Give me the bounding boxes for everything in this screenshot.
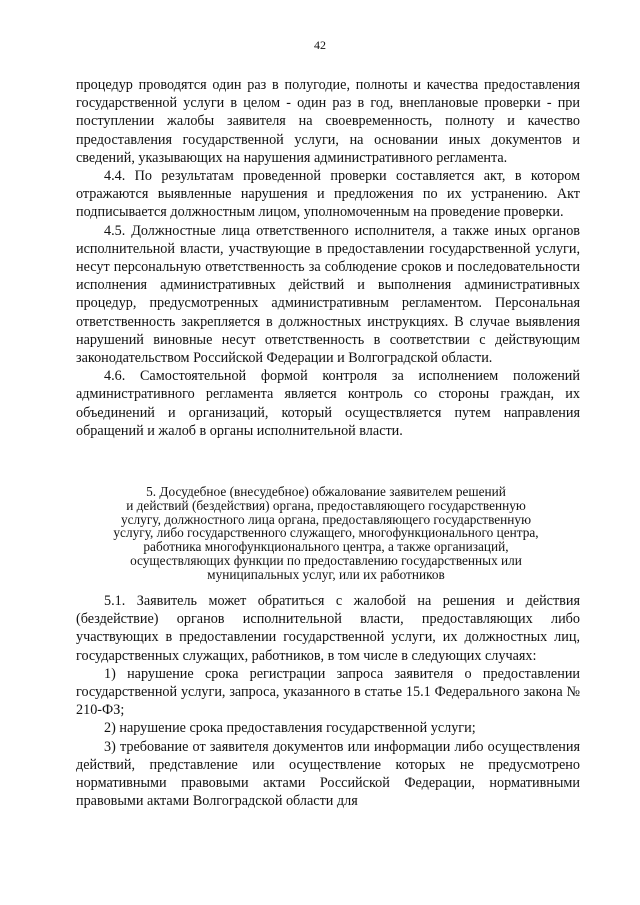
list-item-2: 2) нарушение срока предоставления государственной услуги; (104, 720, 476, 737)
body-text-top (76, 76, 580, 440)
paragraph-4-4: 4.4. По результатам проведенной проверки составляется акт, в котором отражаются выявленные нарушения и предложения по их устранению. Акт подписывается должностным лицом, уполномоченным на проведение проверки. (76, 168, 580, 221)
heading-line: услугу, либо государственного служащего, многофункционального центра, (113, 525, 539, 541)
paragraph-4-6: 4.6. Самостоятельной формой контроля за исполнением положений административного регламента является контроль со стороны граждан, их объединений и организаций, который осуществляется путем направления обращений и жалоб в органы исполнительной власти. (76, 368, 580, 439)
body-text-bottom (76, 592, 580, 810)
heading-line: муниципальных услуг, или их работников (207, 566, 445, 582)
section-5-heading (96, 485, 556, 582)
page-number: 42 (314, 38, 326, 52)
paragraph-5-1: 5.1. Заявитель может обратиться с жалобой на решения и действия (бездействие) органов исполнительной власти, предоставляющих либо участвующих в предоставлении государственной услуги, их должностных лиц, государственных служащих, работников, в том числе в следующих случаях: (76, 593, 580, 664)
heading-line: услугу, должностного лица органа, предоставляющего государственную (120, 511, 531, 527)
heading-line: осуществляющих функции по предоставлению государственных или (130, 552, 522, 568)
heading-line: и действий (бездействия) органа, предоставляющего государственную (126, 497, 526, 513)
list-item-1: 1) нарушение срока регистрации запроса заявителя о предоставлении государственной услуги, запроса, указанного в статье 15.1 Федерального закона № 210-ФЗ; (76, 665, 580, 719)
list-item-3: 3) требование от заявителя документов или информации либо осуществления действий, представление или осуществление которых не предусмотрено нормативными правовыми актами Российской Федерации, нормативными правовыми актами Волгоградской области для (76, 738, 580, 810)
paragraph-4-5: 4.5. Должностные лица ответственного исполнителя, а также иных органов исполнительной власти, участвующие в предоставлении государственной услуги, несут персональную ответственность за соблюдение сроков и последовательности исполнения административных действий и выполнения административных процедур, предусмотренных административным регламентом. Персональная ответственность закрепляется в должностных инструкциях. В случае выявления нарушений виновные несут ответственность в соответствии с действующим законодательством Российской Федерации и Волгоградской области. (76, 222, 580, 367)
heading-line: 5. Досудебное (внесудебное) обжалование заявителем решений (146, 484, 506, 499)
paragraph-continuation: процедур проводятся один раз в полугодие, полноты и качества предоставления государственной услуги в целом - один раз в год, внеплановые проверки - при поступлении жалобы заявителя на своевременность, полноту и качество предоставления государственной услуги, на основании иных документов и сведений, указывающих на нарушения административного регламента. (76, 77, 580, 166)
heading-line: работника многофункционального центра, а также организаций, (143, 539, 509, 555)
